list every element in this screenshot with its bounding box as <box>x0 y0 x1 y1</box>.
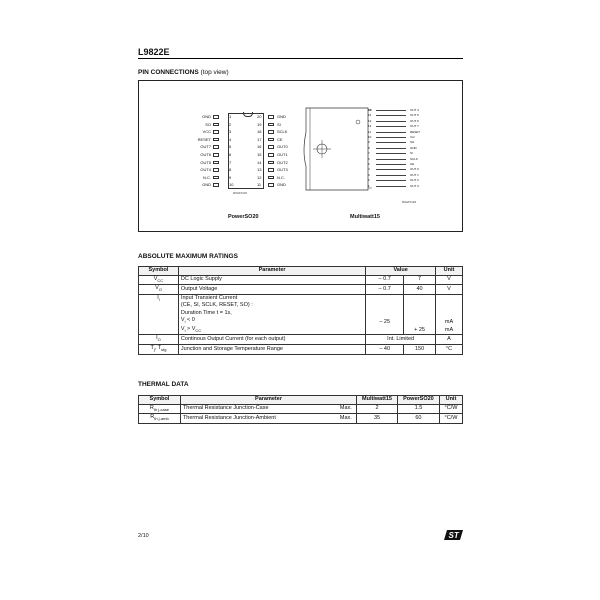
amr-symbol: $T_j$, $T_{stg}$ <box>139 344 179 354</box>
pin-connections-title: PIN CONNECTIONS <box>138 69 199 76</box>
thermal-unit: °C/W <box>439 404 462 414</box>
pin-name: OUT7 <box>200 144 211 150</box>
pin-lead <box>376 148 406 149</box>
pin-number: 2 <box>229 121 232 127</box>
pin-number: 16 <box>257 144 262 150</box>
pin-name: OUT 3 <box>410 183 419 188</box>
powerso20-code: D94AT119 <box>233 191 247 195</box>
pin-name: OUT 2 <box>410 178 419 183</box>
thermal-symbol: $R_{th j-amb}$ <box>139 414 181 424</box>
pin-lead <box>376 142 406 143</box>
thermal-symbol: $R_{th j-case}$ <box>139 404 181 414</box>
thermal-multiwatt-value: 35 <box>357 414 398 424</box>
pin-name: OUT4 <box>200 167 211 173</box>
table-row <box>139 285 463 295</box>
table-row <box>139 275 463 285</box>
pin-number: 8 <box>368 145 370 150</box>
pin-number: 3 <box>229 129 232 135</box>
pin-name: VCC <box>202 129 211 135</box>
pin-lead <box>376 153 406 154</box>
amr-min <box>366 294 404 335</box>
pin-name: N.C. <box>277 174 285 180</box>
pin-number: 6 <box>229 152 232 157</box>
pin-number: 18 <box>257 129 262 135</box>
amr-unit <box>436 294 463 335</box>
transient-line: (CE, SI, SCLK, RESET, SO) : <box>180 302 253 309</box>
amr-header-parameter: Parameter <box>178 267 365 276</box>
pin-number: 1 <box>229 114 232 119</box>
pin-lead <box>376 186 406 187</box>
table-row <box>139 294 463 335</box>
pin-number: 15 <box>368 108 372 112</box>
pin-lead <box>376 115 406 116</box>
title-rule <box>138 58 463 59</box>
amr-symbol: $V_{CC}$ <box>139 275 179 285</box>
thermal-powerso-value: 60 <box>397 414 439 424</box>
pin-name: OUT 4 <box>410 108 419 112</box>
transient-unit: mA <box>444 326 454 333</box>
spacer <box>368 327 401 335</box>
pin-name: RESET <box>197 136 211 142</box>
multiwatt15-pin-list <box>0 108 600 188</box>
thermal-header-parameter: Parameter <box>180 396 356 405</box>
pin-number: 13 <box>368 118 372 123</box>
pin-number: 11 <box>257 182 262 188</box>
pin-name: SI <box>277 121 281 127</box>
pin-name: OUT 5 <box>410 113 419 118</box>
pin-lead <box>376 175 406 176</box>
transient-line: $V_i > V_{CC}$ <box>180 325 202 333</box>
thermal-parameter: Thermal Resistance Junction-Case <box>180 404 335 414</box>
table-row <box>139 404 463 414</box>
amr-symbol: $V_O$ <box>139 285 179 295</box>
amr-parameter: Output Voltage <box>178 285 365 295</box>
pin-lead <box>376 121 406 122</box>
pin-name: SCLK <box>410 156 418 161</box>
thermal-header-row <box>139 396 463 405</box>
pin-name: GND <box>202 182 211 188</box>
pin-connections-heading <box>138 69 229 76</box>
transient-unit: mA <box>444 319 454 326</box>
pin-number: 10 <box>368 135 372 139</box>
transient-max: + 25 <box>414 326 425 333</box>
pin-number: 5 <box>368 162 370 166</box>
pin-name: OUT3 <box>277 167 288 173</box>
transient-line: Input Transient Current <box>180 294 238 301</box>
thermal-max: Max. <box>336 414 357 424</box>
pin-connections-note: (top view) <box>200 69 229 76</box>
amr-unit: °C <box>436 344 463 354</box>
pin-name: N.C. <box>203 174 211 180</box>
pin-name: SI <box>410 151 413 156</box>
pin-lead <box>376 132 406 133</box>
transient-line: Duration Time t = 1s, <box>180 309 232 316</box>
amr-header-value: Value <box>366 267 436 276</box>
powerso20-label: PowerSO20 <box>228 214 259 220</box>
amr-parameter: Continous Output Current (for each output) <box>178 335 365 345</box>
transient-line: $V_i < 0$ <box>180 317 195 325</box>
pin-lead <box>376 126 406 127</box>
amr-symbol: $I_O$ <box>139 335 179 345</box>
pin-name: OUT1 <box>277 152 288 157</box>
pin-name: SO <box>205 121 211 127</box>
amr-min: – 0.7 <box>366 285 404 295</box>
thermal-header-symbol: Symbol <box>139 396 181 405</box>
pin-number: 15 <box>257 152 262 157</box>
table-row <box>139 414 463 424</box>
pin-name: GND <box>410 145 417 150</box>
pin-lead <box>376 164 406 165</box>
amr-header-symbol: Symbol <box>139 267 179 276</box>
thermal-max: Max. <box>336 404 357 414</box>
svg-text:ST: ST <box>448 531 459 540</box>
amr-max: 40 <box>404 285 436 295</box>
amr-parameter-transient <box>178 294 365 335</box>
pin-lead <box>376 110 406 111</box>
amr-unit: A <box>436 335 463 345</box>
pin-number: 7 <box>368 151 370 156</box>
pin-number: 11 <box>368 129 372 134</box>
pin-lead <box>376 159 406 160</box>
amr-symbol: $I_i$ <box>139 294 179 335</box>
thermal-powerso-value: 1.5 <box>397 404 439 414</box>
pin-name: OUT2 <box>277 159 288 165</box>
st-logo-icon <box>444 529 464 541</box>
table-row <box>139 335 463 345</box>
pin-name: OUT 7 <box>410 124 419 129</box>
amr-min: – 0.7 <box>366 275 404 285</box>
pin-number: 12 <box>257 174 262 180</box>
multiwatt15-label: Multiwatt15 <box>350 214 380 220</box>
pin-name: OUT 1 <box>410 172 419 177</box>
pin-number: 4 <box>229 136 232 142</box>
pin-name: GND <box>277 182 286 188</box>
pin-number: 17 <box>257 136 262 142</box>
pin-name: SCLK <box>277 129 288 135</box>
amr-header-unit: Unit <box>436 267 463 276</box>
pin-name: OUT5 <box>200 159 211 165</box>
thermal-table <box>138 395 463 424</box>
pin-name: OUT 6 <box>410 118 419 123</box>
pin-name: OUT6 <box>200 152 211 157</box>
amr-table <box>138 266 463 355</box>
pin-name: CE <box>410 162 415 166</box>
pin-name: GND <box>277 114 286 119</box>
pin-name: OUT 0 <box>410 167 419 172</box>
pin-name: OUT0 <box>277 144 288 150</box>
thermal-heading: THERMAL DATA <box>138 381 189 388</box>
transient-min: – 25 <box>379 319 391 326</box>
thermal-header-unit: Unit <box>439 396 462 405</box>
pin-number: 8 <box>229 167 232 173</box>
amr-parameter: Junction and Storage Temperature Range <box>178 344 365 354</box>
amr-heading: ABSOLUTE MAXIMUM RATINGS <box>138 253 238 260</box>
pin-number: 2 <box>368 178 370 183</box>
amr-max: 150 <box>404 344 436 354</box>
pin-number: 4 <box>368 167 370 172</box>
pin-number: 14 <box>368 113 372 118</box>
pin-lead <box>376 180 406 181</box>
pin-number: 6 <box>368 156 370 161</box>
pin-name: GND <box>202 114 211 119</box>
amr-parameter: DC Logic Supply <box>178 275 365 285</box>
pin-number: 7 <box>229 159 232 165</box>
pin-number: 13 <box>257 167 262 173</box>
amr-merged-value: Int. Limited <box>366 335 436 345</box>
pin-name: Vcc <box>410 135 416 139</box>
amr-max <box>404 294 436 335</box>
pin-name: CE <box>277 136 283 142</box>
pin-number: 9 <box>368 140 370 145</box>
pin-number: 1 <box>368 183 370 188</box>
pin-number: 20 <box>257 114 262 119</box>
amr-unit: V <box>436 275 463 285</box>
pin-number: 10 <box>229 182 234 188</box>
pin-lead <box>376 137 406 138</box>
thermal-multiwatt-value: 2 <box>357 404 398 414</box>
amr-unit: V <box>436 285 463 295</box>
thermal-unit: °C/W <box>439 414 462 424</box>
pin-lead <box>376 169 406 170</box>
amr-header-row <box>139 267 463 276</box>
pin-number: 3 <box>368 172 370 177</box>
pin-name: SO <box>410 140 415 145</box>
spacer <box>406 319 433 327</box>
amr-min: – 40 <box>366 344 404 354</box>
pin-name: RESET <box>410 129 421 134</box>
thermal-parameter: Thermal Resistance Junction-Ambient <box>180 414 335 424</box>
page-number: 2/10 <box>138 533 149 539</box>
thermal-header-powerso: PowerSO20 <box>397 396 439 405</box>
document-title: L9822E <box>138 47 170 57</box>
pin-number: 19 <box>257 121 262 127</box>
amr-max: 7 <box>404 275 436 285</box>
pin-number: 5 <box>229 144 232 150</box>
thermal-header-multiwatt: Multiwatt15 <box>357 396 398 405</box>
pin-number: 14 <box>257 159 262 165</box>
pin-number: 9 <box>229 174 232 180</box>
multiwatt15-code: D94AT120 <box>402 200 417 204</box>
pin-number: 12 <box>368 124 372 129</box>
table-row <box>139 344 463 354</box>
